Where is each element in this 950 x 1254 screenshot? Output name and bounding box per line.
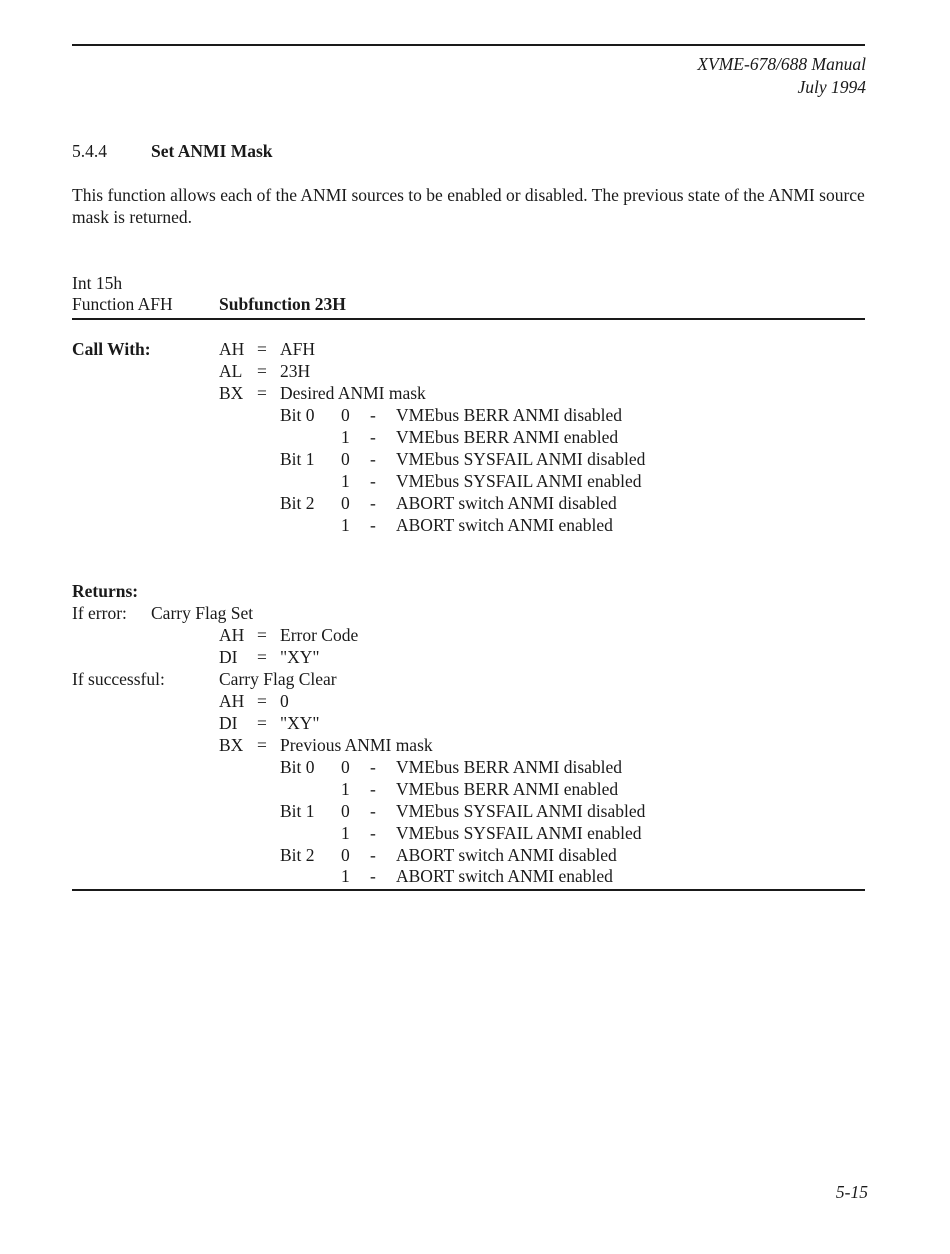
subfunction-label: Subfunction 23H (219, 294, 346, 314)
if-error-label: If error: (72, 603, 127, 623)
bit-label: Bit 1 (280, 801, 315, 821)
manual-title: XVME-678/688 Manual (697, 54, 866, 74)
equals-sign: = (257, 339, 267, 359)
bit-description: VMEbus BERR ANMI disabled (396, 757, 623, 777)
bit-value: 0 (341, 845, 350, 865)
bit-value: 1 (341, 823, 350, 843)
register-value: Desired ANMI mask (280, 383, 426, 403)
equals-sign: = (257, 691, 267, 711)
bit-description: VMEbus BERR ANMI enabled (396, 427, 619, 447)
bit-value: 1 (341, 866, 350, 886)
register-value: 0 (280, 691, 289, 711)
register-name: DI (219, 647, 238, 667)
bit-description: VMEbus BERR ANMI enabled (396, 779, 619, 799)
register-name: AH (219, 691, 245, 711)
register-name: AH (219, 339, 245, 359)
table-top-rule (72, 318, 865, 320)
page-number: 5-15 (835, 1182, 868, 1202)
register-value: "XY" (280, 647, 320, 667)
equals-sign: = (257, 361, 267, 381)
bit-dash: - (370, 405, 376, 425)
bit-value: 1 (341, 515, 350, 535)
error-flag: Carry Flag Set (151, 603, 254, 623)
equals-sign: = (257, 625, 267, 645)
bit-description: ABORT switch ANMI disabled (396, 845, 617, 865)
section-number: 5.4.4 (72, 141, 107, 161)
if-successful-label: If successful: (72, 669, 165, 689)
bit-description: VMEbus BERR ANMI disabled (396, 405, 623, 425)
register-value: Previous ANMI mask (280, 735, 433, 755)
bit-description: VMEbus SYSFAIL ANMI enabled (396, 823, 642, 843)
equals-sign: = (257, 647, 267, 667)
bit-label: Bit 1 (280, 449, 315, 469)
bit-dash: - (370, 823, 376, 843)
description-paragraph: This function allows each of the ANMI sources to be enabled or disabled. The previous state of the ANMI source mask is returned. (72, 185, 865, 227)
bit-description: ABORT switch ANMI enabled (396, 515, 613, 535)
bit-description: VMEbus SYSFAIL ANMI disabled (396, 449, 646, 469)
register-name: BX (219, 383, 244, 403)
bit-label: Bit 0 (280, 405, 315, 425)
equals-sign: = (257, 735, 267, 755)
bit-value: 1 (341, 779, 350, 799)
bit-value: 0 (341, 801, 350, 821)
bit-value: 0 (341, 757, 350, 777)
function-label: Function AFH (72, 294, 173, 314)
bit-dash: - (370, 845, 376, 865)
bit-value: 0 (341, 449, 350, 469)
register-value: "XY" (280, 713, 320, 733)
returns-label: Returns: (72, 581, 139, 601)
table-bottom-rule (72, 889, 865, 891)
bit-dash: - (370, 427, 376, 447)
bit-label: Bit 2 (280, 493, 315, 513)
register-value: 23H (280, 361, 311, 381)
success-flag: Carry Flag Clear (219, 669, 337, 689)
bit-dash: - (370, 779, 376, 799)
bit-label: Bit 0 (280, 757, 315, 777)
bit-dash: - (370, 493, 376, 513)
bit-label: Bit 2 (280, 845, 315, 865)
bit-description: ABORT switch ANMI enabled (396, 866, 613, 886)
top-rule (72, 44, 865, 46)
bit-description: VMEbus SYSFAIL ANMI disabled (396, 801, 646, 821)
register-name: DI (219, 713, 238, 733)
register-name: BX (219, 735, 244, 755)
bit-description: ABORT switch ANMI disabled (396, 493, 617, 513)
call-with-label: Call With: (72, 339, 151, 359)
bit-dash: - (370, 515, 376, 535)
int-label: Int 15h (72, 273, 123, 293)
manual-date: July 1994 (797, 77, 866, 97)
bit-dash: - (370, 757, 376, 777)
bit-value: 0 (341, 493, 350, 513)
equals-sign: = (257, 713, 267, 733)
register-value: AFH (280, 339, 316, 359)
bit-dash: - (370, 449, 376, 469)
bit-dash: - (370, 866, 376, 886)
bit-description: VMEbus SYSFAIL ANMI enabled (396, 471, 642, 491)
register-name: AH (219, 625, 245, 645)
register-value: Error Code (280, 625, 359, 645)
section-title: Set ANMI Mask (151, 141, 273, 161)
equals-sign: = (257, 383, 267, 403)
bit-dash: - (370, 801, 376, 821)
bit-value: 1 (341, 427, 350, 447)
bit-value: 0 (341, 405, 350, 425)
bit-dash: - (370, 471, 376, 491)
bit-value: 1 (341, 471, 350, 491)
register-name: AL (219, 361, 243, 381)
